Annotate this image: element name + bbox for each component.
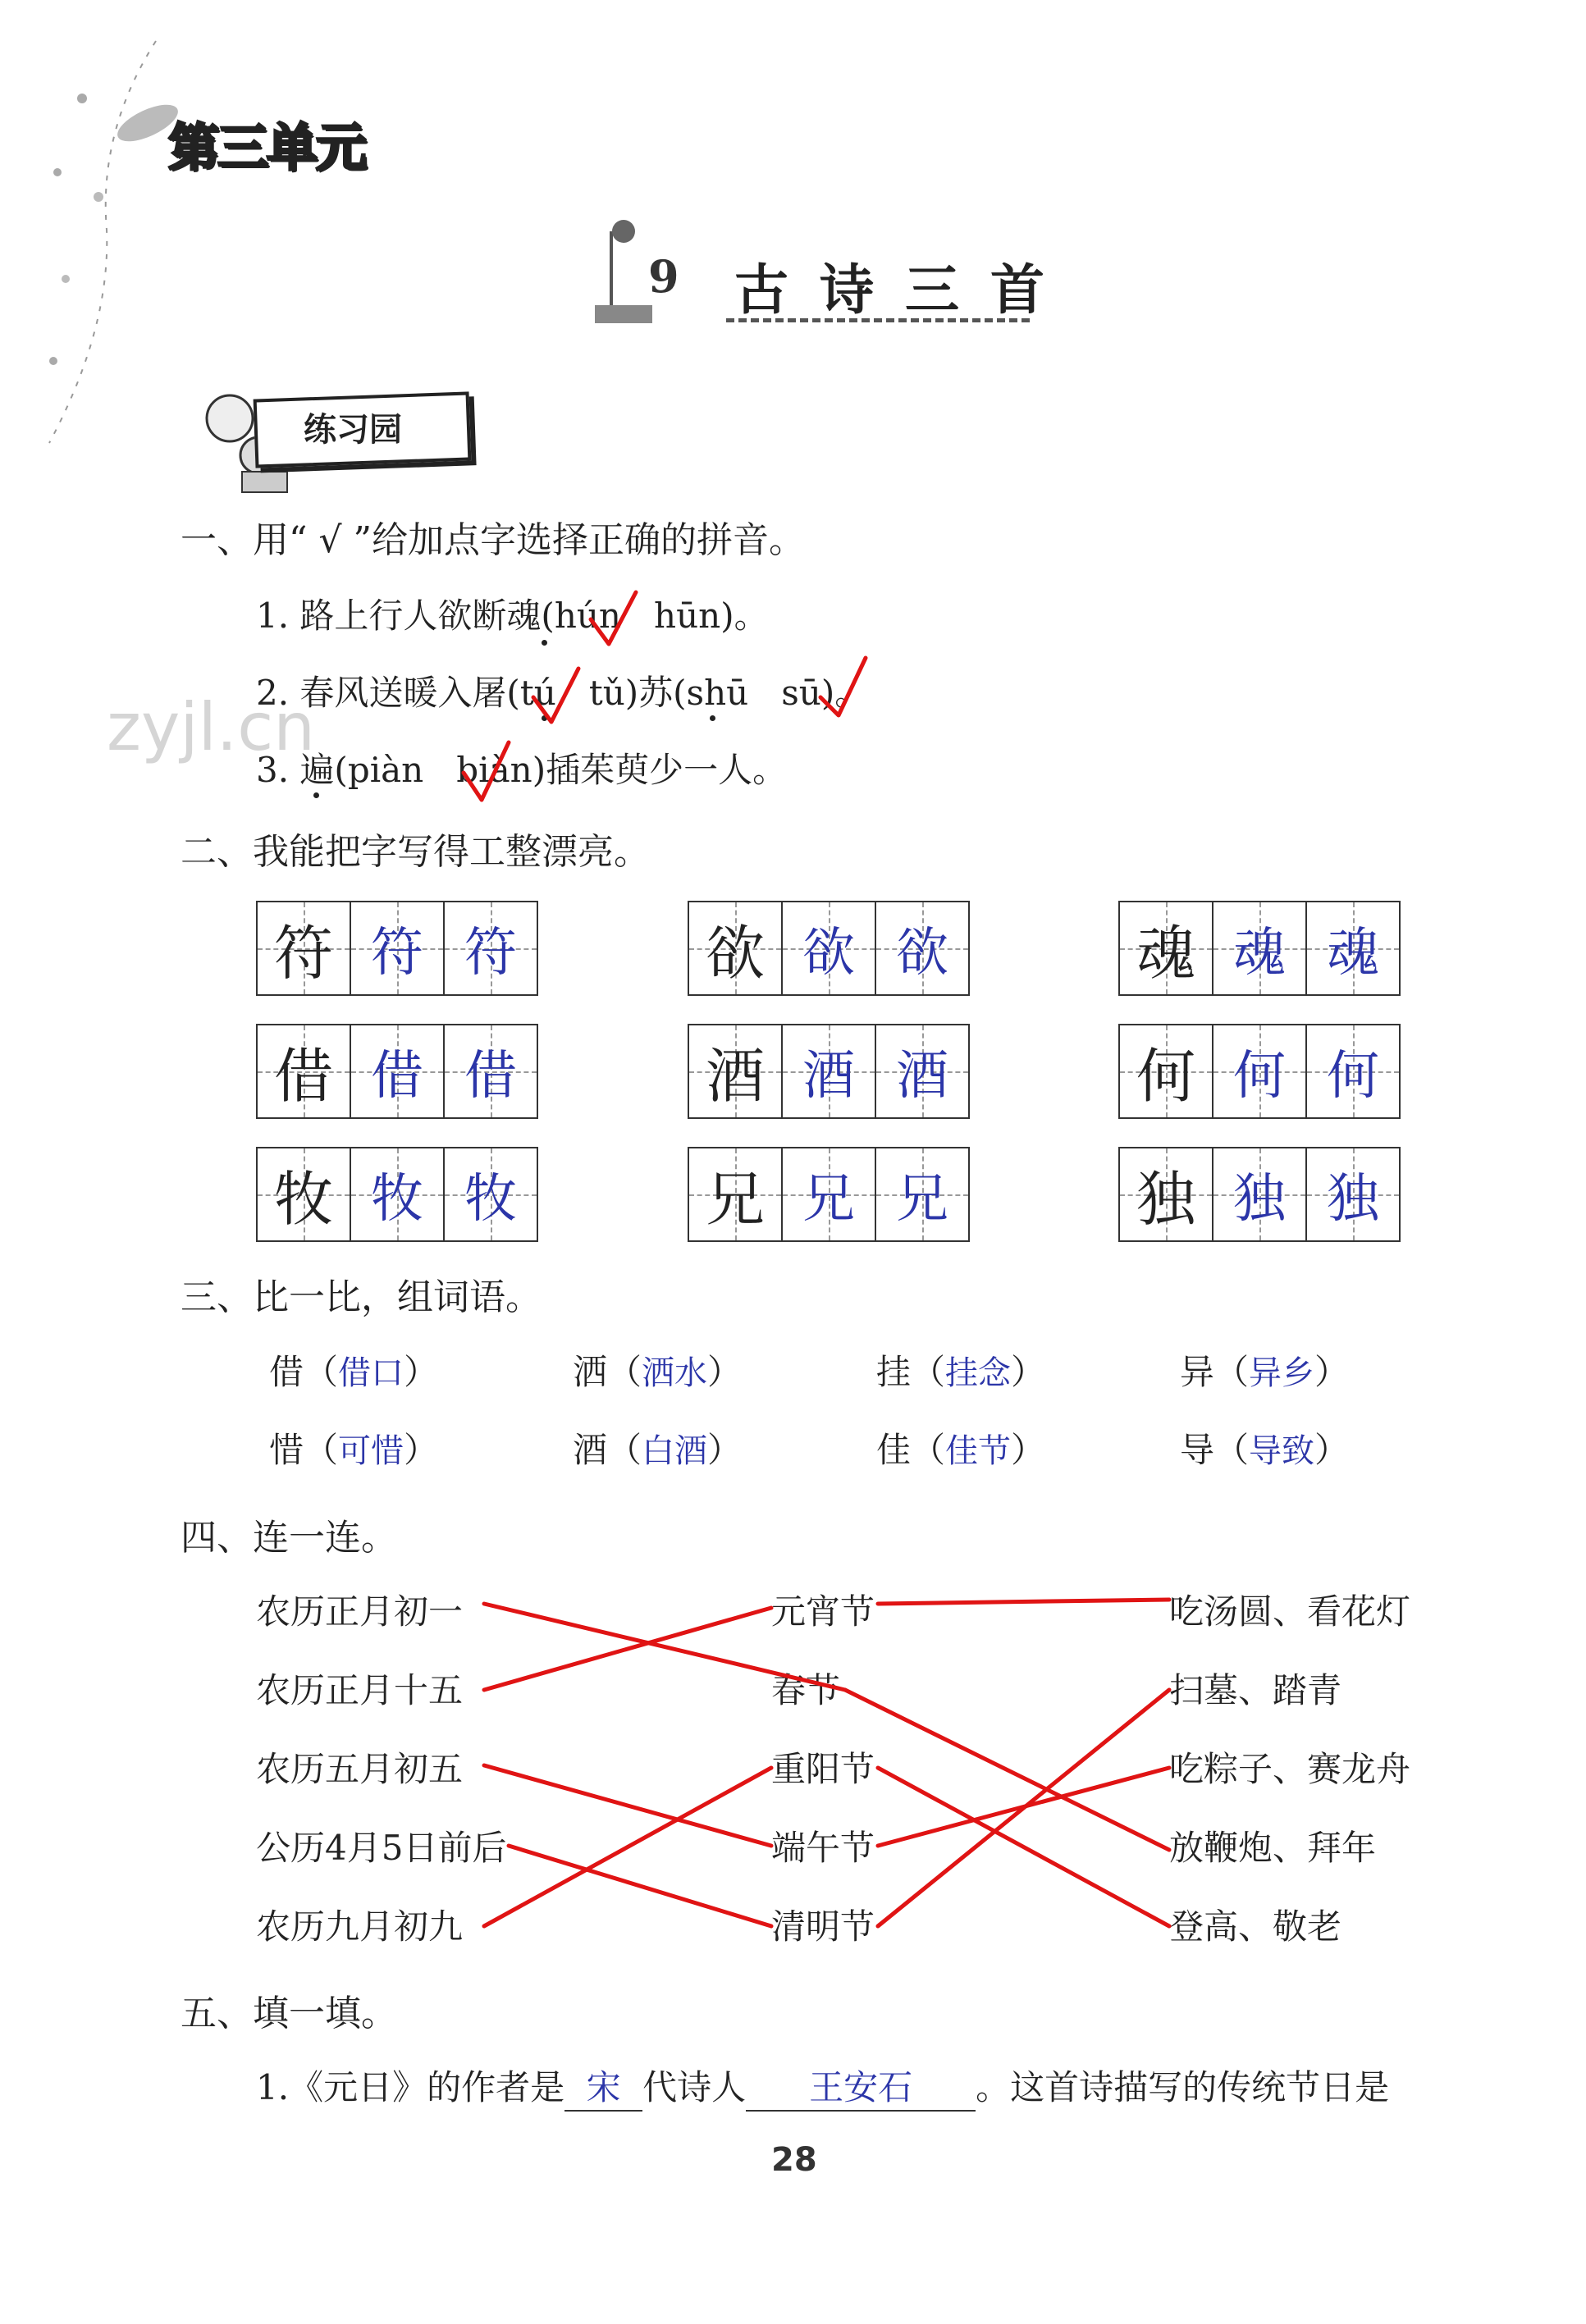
section2-heading: 二、我能把字写得工整漂亮。 (181, 831, 650, 873)
match-middle-item[interactable]: 重阳节 (771, 1749, 875, 1789)
copy-char: 欲 (876, 902, 968, 994)
pinyin-question-3: 3. 遍(piàn biàn)插茱萸少一人。 (256, 750, 788, 790)
copy-char: 借 (445, 1025, 537, 1117)
match-right-item[interactable]: 扫墓、踏青 (1169, 1670, 1342, 1710)
match-left-item[interactable]: 农历九月初九 (256, 1906, 464, 1947)
word-pair: 佳（佳节） (876, 1430, 1046, 1470)
match-line (509, 1846, 771, 1926)
pinyin-question-2: 2. 春风送暖入屠(tú tǔ)苏(shū sū)。 (256, 673, 870, 713)
copy-char: 符 (445, 902, 537, 994)
match-line (484, 1768, 771, 1926)
copy-char: 兄 (876, 1148, 968, 1240)
model-char: 兄 (689, 1148, 783, 1240)
match-right-item[interactable]: 吃汤圆、看花灯 (1169, 1591, 1411, 1632)
model-char: 独 (1120, 1148, 1213, 1240)
match-left-item[interactable]: 公历4月5日前后 (256, 1828, 507, 1868)
match-middle-item[interactable]: 端午节 (771, 1828, 875, 1868)
match-line (845, 1690, 1169, 1850)
copy-char: 魂 (1213, 902, 1307, 994)
match-line (878, 1600, 1169, 1604)
word-pair: 导（导致） (1180, 1430, 1350, 1470)
word-pair: 异（异乡） (1180, 1352, 1350, 1392)
match-left-item[interactable]: 农历正月初一 (256, 1591, 464, 1632)
writing-grid-3 (1118, 901, 1401, 996)
match-middle-item[interactable]: 春节 (771, 1670, 841, 1710)
copy-char: 酒 (783, 1025, 876, 1117)
match-middle-item[interactable]: 清明节 (771, 1906, 875, 1947)
copy-char: 兄 (783, 1148, 876, 1240)
lesson-title: 古诗三首 (734, 258, 1076, 322)
check-mark-icon (464, 742, 509, 800)
word-pair: 惜（可惜） (269, 1430, 439, 1470)
match-line (484, 1765, 771, 1846)
unit-title: 第三单元 (168, 117, 366, 177)
match-right-item[interactable]: 登高、敬老 (1169, 1906, 1342, 1947)
copy-char: 独 (1213, 1148, 1307, 1240)
copy-char: 牧 (445, 1148, 537, 1240)
check-mark-icon (820, 658, 866, 715)
writing-grid-5 (688, 1024, 970, 1119)
word-pair: 借（借口） (269, 1352, 439, 1392)
pinyin-question-1: 1. 路上行人欲断魂(hún hūn)。 (256, 596, 769, 636)
model-char: 酒 (689, 1025, 783, 1117)
model-char: 借 (258, 1025, 351, 1117)
page-number: 28 (771, 2141, 817, 2179)
copy-char: 何 (1307, 1025, 1399, 1117)
match-line (484, 1608, 771, 1690)
copy-char: 符 (351, 902, 445, 994)
copy-char: 借 (351, 1025, 445, 1117)
section4-heading: 四、连一连。 (181, 1517, 397, 1559)
model-char: 欲 (689, 902, 783, 994)
section3-heading: 三、比一比，组词语。 (181, 1276, 542, 1318)
writing-grid-9 (1118, 1147, 1401, 1242)
copy-char: 独 (1307, 1148, 1399, 1240)
word-pair: 酒（白酒） (573, 1430, 743, 1470)
model-char: 符 (258, 902, 351, 994)
section5-heading: 五、填一填。 (181, 1993, 397, 2034)
match-line (878, 1768, 1169, 1926)
check-mark-icon (533, 669, 578, 722)
match-line (878, 1690, 1169, 1926)
match-middle-item[interactable]: 元宵节 (771, 1591, 875, 1632)
match-right-item[interactable]: 吃粽子、赛龙舟 (1169, 1749, 1411, 1789)
answer-blank[interactable]: 王安石 (746, 2061, 976, 2112)
match-left-item[interactable]: 农历五月初五 (256, 1749, 464, 1789)
copy-char: 何 (1213, 1025, 1307, 1117)
answer-blank[interactable]: 宋 (564, 2061, 642, 2112)
writing-grid-4 (256, 1024, 538, 1119)
match-left-item[interactable]: 农历正月十五 (256, 1670, 464, 1710)
copy-char: 酒 (876, 1025, 968, 1117)
writing-grid-8 (688, 1147, 970, 1242)
lesson-number: 9 (648, 250, 679, 303)
fill-question-1: 1.《元日》的作者是 宋 代诗人 王安石 。这首诗描写的传统节日是 (256, 2061, 1389, 2112)
writing-grid-2 (688, 901, 970, 996)
word-pair: 挂（挂念） (876, 1352, 1046, 1392)
copy-char: 魂 (1307, 902, 1399, 994)
match-line (484, 1604, 845, 1690)
model-char: 魂 (1120, 902, 1213, 994)
copy-char: 牧 (351, 1148, 445, 1240)
model-char: 何 (1120, 1025, 1213, 1117)
writing-grid-7 (256, 1147, 538, 1242)
copy-char: 欲 (783, 902, 876, 994)
writing-grid-1 (256, 901, 538, 996)
writing-grid-6 (1118, 1024, 1401, 1119)
check-mark-icon (591, 592, 636, 644)
section1-heading: 一、用“ √ ”给加点字选择正确的拼音。 (181, 519, 805, 561)
practice-label: 练习园 (304, 411, 402, 449)
model-char: 牧 (258, 1148, 351, 1240)
watermark: zyjl.cn (107, 689, 315, 765)
match-right-item[interactable]: 放鞭炮、拜年 (1169, 1828, 1377, 1868)
word-pair: 洒（洒水） (573, 1352, 743, 1392)
